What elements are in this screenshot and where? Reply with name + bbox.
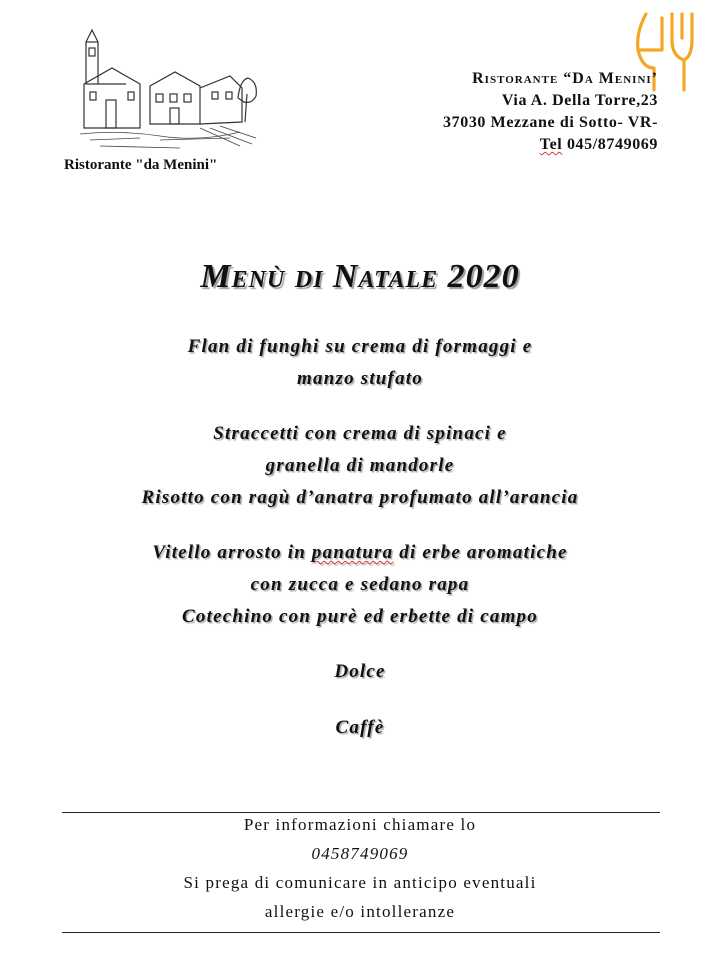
menu-title: Menù di Natale 2020	[200, 258, 520, 295]
address-city: 37030 Mezzane di Sotto- VR-	[443, 114, 658, 131]
menu-line: Cotechino con purè ed erbette di campo	[182, 606, 538, 627]
menu-coffee: Caffè	[335, 717, 385, 738]
phone-number: 045/8749069	[566, 136, 658, 153]
restaurant-logo-sketch	[80, 28, 260, 153]
menu-line: manzo stufato	[297, 368, 423, 389]
footer-info-text: Per informazioni chiamare lo	[243, 815, 477, 834]
menu-line: Flan di funghi su crema di formaggi e	[187, 336, 533, 357]
footer-bottom-divider	[62, 932, 660, 933]
footer-phone: 0458749069	[311, 844, 409, 863]
address-phone	[443, 134, 658, 156]
menu-line: granella di mandorle	[265, 455, 455, 476]
menu-line: Straccetti con crema di spinaci e	[213, 423, 507, 444]
spellcheck-word: panatura	[311, 542, 394, 563]
logo-caption: Ristorante "da Menini"	[64, 157, 218, 173]
menu-line: Vitello arrosto in panatura di erbe aromatiche	[152, 542, 568, 563]
menu-line: Risotto con ragù d’anatra profumato all’arancia	[141, 487, 579, 508]
menu-line: con zucca e sedano rapa	[250, 574, 470, 595]
footer-allergy-text: allergie e/o intolleranze	[264, 902, 456, 921]
footer-allergy-text: Si prega di comunicare in anticipo eventuali	[183, 873, 537, 892]
footer-top-divider	[62, 812, 660, 813]
restaurant-address	[443, 68, 658, 156]
menu-dessert: Dolce	[334, 661, 386, 682]
address-street: Via A. Della Torre,23	[501, 92, 658, 109]
restaurant-name: Ristorante “Da Menini’	[472, 70, 658, 87]
phone-label: Tel	[539, 136, 563, 153]
